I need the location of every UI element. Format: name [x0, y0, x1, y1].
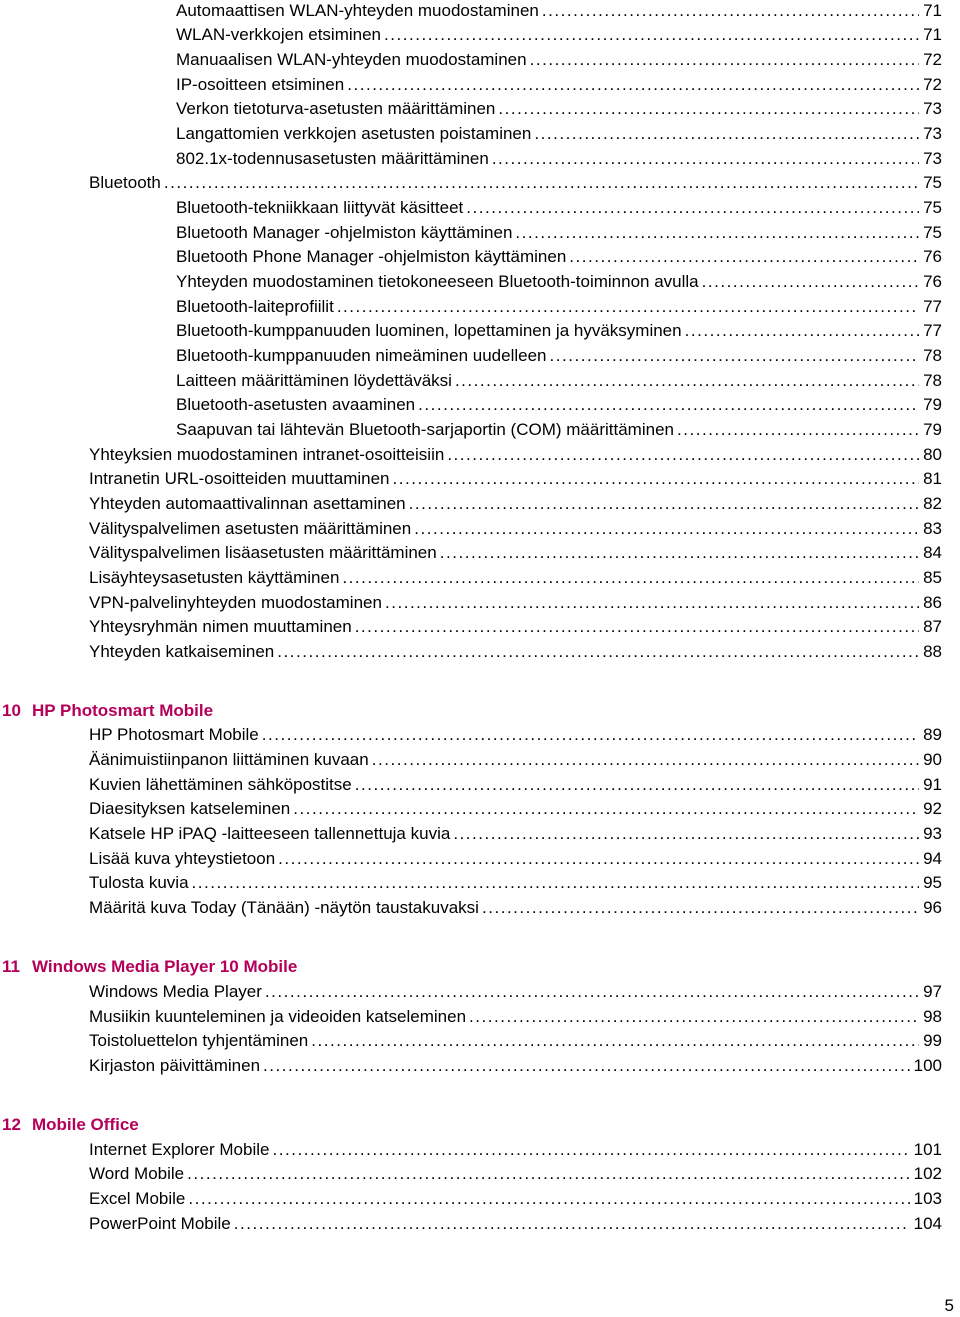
dot-leader	[469, 1006, 919, 1028]
dot-leader	[263, 1055, 910, 1077]
dot-leader	[569, 246, 919, 268]
toc-entry[interactable]	[89, 749, 942, 771]
toc-entry-page: 95	[923, 873, 942, 892]
toc-entry[interactable]	[176, 24, 942, 46]
toc-entry[interactable]	[89, 798, 942, 820]
toc-entry-page: 83	[923, 519, 942, 538]
toc-entry-page: 73	[923, 99, 942, 118]
dot-leader	[492, 148, 919, 170]
dot-leader	[453, 823, 919, 845]
toc-entry[interactable]	[89, 1055, 942, 1077]
toc-entry-page: 77	[923, 321, 942, 340]
dot-leader	[337, 296, 919, 318]
toc-entry-title: Tulosta kuvia	[89, 873, 189, 892]
toc-entry-page: 71	[923, 1, 942, 20]
dot-leader	[440, 542, 919, 564]
dot-leader	[702, 271, 919, 293]
toc-entry-title: PowerPoint Mobile	[89, 1214, 231, 1233]
toc-entry[interactable]	[176, 370, 942, 392]
toc-entry-title: VPN-palvelinyhteyden muodostaminen	[89, 593, 382, 612]
toc-entry-title: Bluetooth-tekniikkaan liittyvät käsitteet	[176, 198, 464, 217]
toc-entry-page: 98	[923, 1007, 942, 1026]
dot-leader	[685, 320, 919, 342]
chapter-heading[interactable]	[2, 1114, 139, 1136]
dot-leader	[355, 774, 919, 796]
toc-entry-title: Automaattisen WLAN-yhteyden muodostaminen	[176, 1, 539, 20]
dot-leader	[278, 848, 919, 870]
toc-entry-title: Välityspalvelimen asetusten määrittäminen	[89, 519, 412, 538]
toc-entry-page: 80	[923, 445, 942, 464]
toc-entry-page: 104	[913, 1214, 942, 1233]
dot-leader	[372, 749, 919, 771]
dot-leader	[311, 1030, 919, 1052]
toc-entry-page: 90	[923, 750, 942, 769]
toc-entry-page: 85	[923, 568, 942, 587]
toc-entry-title: Manuaalisen WLAN-yhteyden muodostaminen	[176, 50, 527, 69]
toc-entry-page: 103	[913, 1189, 942, 1208]
toc-entry-title: Toistoluettelon tyhjentäminen	[89, 1031, 309, 1050]
dot-leader	[262, 724, 919, 746]
toc-entry-page: 73	[923, 124, 942, 143]
toc-entry[interactable]	[89, 774, 942, 796]
toc-entry-page: 84	[923, 543, 942, 562]
dot-leader	[293, 798, 919, 820]
dot-leader	[530, 49, 920, 71]
toc-entry-page: 101	[913, 1140, 942, 1159]
toc-entry-title: Diaesityksen katseleminen	[89, 799, 291, 818]
toc-entry[interactable]	[89, 1006, 942, 1028]
toc-entry-page: 97	[923, 982, 942, 1001]
toc-entry-page: 75	[923, 173, 942, 192]
toc-entry-title: Windows Media Player	[89, 982, 262, 1001]
dot-leader	[192, 872, 920, 894]
dot-leader	[347, 74, 919, 96]
toc-entry-page: 81	[923, 469, 942, 488]
toc-entry-page: 75	[923, 198, 942, 217]
dot-leader	[342, 567, 919, 589]
toc-entry[interactable]	[176, 98, 942, 120]
toc-entry-page: 99	[923, 1031, 942, 1050]
toc-entry[interactable]	[176, 222, 942, 244]
toc-entry-page: 100	[913, 1056, 942, 1075]
toc-entry[interactable]	[89, 567, 942, 589]
toc-entry[interactable]	[176, 123, 942, 145]
dot-leader	[272, 1139, 909, 1161]
chapter-title: Windows Media Player 10 Mobile	[32, 957, 298, 976]
toc-entry-page: 88	[923, 642, 942, 661]
toc-entry-page: 77	[923, 297, 942, 316]
dot-leader	[542, 0, 919, 22]
dot-leader	[393, 468, 920, 490]
dot-leader	[188, 1188, 909, 1210]
toc-entry-page: 102	[913, 1164, 942, 1183]
toc-entry[interactable]	[89, 1139, 942, 1161]
toc-entry[interactable]	[89, 172, 942, 194]
toc-entry[interactable]	[176, 246, 942, 268]
toc-entry[interactable]	[89, 444, 942, 466]
toc-entry-page: 86	[923, 593, 942, 612]
toc-entry[interactable]	[89, 542, 942, 564]
dot-leader	[498, 98, 919, 120]
toc-entry[interactable]	[89, 872, 942, 894]
toc-entry[interactable]	[176, 271, 942, 293]
toc-entry[interactable]	[89, 823, 942, 845]
toc-entry-title: Yhteyden muodostaminen tietokoneeseen Bluetooth-toiminnon avulla	[176, 272, 699, 291]
toc-entry[interactable]	[89, 1213, 942, 1235]
dot-leader	[550, 345, 920, 367]
toc-entry-page: 79	[923, 395, 942, 414]
toc-entry[interactable]	[89, 616, 942, 638]
chapter-heading[interactable]	[2, 700, 213, 722]
dot-leader	[409, 493, 919, 515]
toc-entry-title: Bluetooth-asetusten avaaminen	[176, 395, 416, 414]
toc-entry-title: Bluetooth Phone Manager -ohjelmiston käyttäminen	[176, 247, 567, 266]
dot-leader	[515, 222, 919, 244]
toc-entry-title: Katsele HP iPAQ -laitteeseen tallennettuja kuvia	[89, 824, 451, 843]
toc-entry-title: Excel Mobile	[89, 1189, 186, 1208]
toc-entry-page: 78	[923, 371, 942, 390]
chapter-number: 11	[2, 957, 20, 976]
toc-entry[interactable]	[176, 0, 942, 22]
toc-entry[interactable]	[89, 1163, 942, 1185]
toc-entry-title: HP Photosmart Mobile	[89, 725, 259, 744]
dot-leader	[265, 981, 919, 1003]
dot-leader	[414, 518, 919, 540]
toc-entry-page: 72	[923, 75, 942, 94]
toc-entry-page: 76	[923, 247, 942, 266]
dot-leader	[482, 897, 919, 919]
toc-entry-title: Verkon tietoturva-asetusten määrittäminen	[176, 99, 496, 118]
toc-entry[interactable]	[89, 1188, 942, 1210]
chapter-number: 10	[2, 701, 21, 720]
toc-entry[interactable]	[176, 419, 942, 441]
dot-leader	[164, 172, 919, 194]
toc-entry-title: Kuvien lähettäminen sähköpostitse	[89, 775, 352, 794]
dot-leader	[677, 419, 919, 441]
chapter-title: HP Photosmart Mobile	[32, 701, 214, 720]
toc-entry[interactable]	[176, 345, 942, 367]
toc-entry-title: Lisää kuva yhteystietoon	[89, 849, 276, 868]
toc-entry-title: Bluetooth	[89, 173, 161, 192]
dot-leader	[355, 616, 919, 638]
chapter-title: Mobile Office	[32, 1115, 139, 1134]
toc-entry-page: 82	[923, 494, 942, 513]
toc-entry[interactable]	[176, 74, 942, 96]
toc-entry-page: 73	[923, 149, 942, 168]
toc-entry[interactable]	[89, 981, 942, 1003]
toc-entry[interactable]	[89, 468, 942, 490]
toc-entry[interactable]	[89, 641, 942, 663]
dot-leader	[277, 641, 919, 663]
toc-entry[interactable]	[176, 394, 942, 416]
toc-entry-page: 78	[923, 346, 942, 365]
toc-entry[interactable]	[176, 197, 942, 219]
toc-entry[interactable]	[176, 296, 942, 318]
toc-entry-title: Bluetooth Manager -ohjelmiston käyttäminen	[176, 223, 513, 242]
toc-entry[interactable]	[89, 897, 942, 919]
toc-entry-title: Yhteyden katkaiseminen	[89, 642, 275, 661]
toc-entry-title: Langattomien verkkojen asetusten poistaminen	[176, 124, 532, 143]
chapter-number: 12	[2, 1115, 21, 1134]
page-number: 5	[944, 1296, 954, 1315]
toc-entry-title: Yhteyksien muodostaminen intranet-osoitteisiin	[89, 445, 445, 464]
toc-entry[interactable]	[89, 724, 942, 746]
toc-entry[interactable]	[176, 320, 942, 342]
dot-leader	[187, 1163, 910, 1185]
toc-entry-title: Word Mobile	[89, 1164, 185, 1183]
toc-entry-title: Musiikin kuunteleminen ja videoiden katseleminen	[89, 1007, 467, 1026]
toc-entry-page: 91	[923, 775, 942, 794]
toc-entry[interactable]	[176, 49, 942, 71]
toc-entry-title: Äänimuistiinpanon liittäminen kuvaan	[89, 750, 369, 769]
toc-entry-title: Bluetooth-kumppanuuden luominen, lopettaminen ja hyväksyminen	[176, 321, 682, 340]
toc-entry-page: 75	[923, 223, 942, 242]
toc-entry-page: 94	[923, 849, 942, 868]
dot-leader	[385, 592, 919, 614]
toc-entry-title: Määritä kuva Today (Tänään) -näytön taustakuvaksi	[89, 898, 479, 917]
toc-entry[interactable]	[89, 848, 942, 870]
toc-entry-page: 76	[923, 272, 942, 291]
dot-leader	[418, 394, 919, 416]
toc-entry-page: 87	[923, 617, 942, 636]
toc-entry[interactable]	[89, 1030, 942, 1052]
toc-entry-title: 802.1x-todennusasetusten määrittäminen	[176, 149, 489, 168]
toc-entry-title: Intranetin URL-osoitteiden muuttaminen	[89, 469, 390, 488]
dot-leader	[384, 24, 919, 46]
toc-entry-title: WLAN-verkkojen etsiminen	[176, 25, 382, 44]
dot-leader	[466, 197, 919, 219]
toc-entry-page: 72	[923, 50, 942, 69]
toc-entry-title: Laitteen määrittäminen löydettäväksi	[176, 371, 452, 390]
toc-entry-title: Bluetooth-laiteprofiilit	[176, 297, 334, 316]
toc-entry-title: Lisäyhteysasetusten käyttäminen	[89, 568, 340, 587]
toc-entry-page: 96	[923, 898, 942, 917]
toc-entry[interactable]	[89, 518, 942, 540]
dot-leader	[447, 444, 919, 466]
toc-entry-title: IP-osoitteen etsiminen	[176, 75, 345, 94]
toc-entry-page: 92	[923, 799, 942, 818]
toc-entry-page: 89	[923, 725, 942, 744]
toc-entry-page: 79	[923, 420, 942, 439]
toc-entry-title: Yhteyden automaattivalinnan asettaminen	[89, 494, 406, 513]
toc-entry[interactable]	[89, 592, 942, 614]
toc-entry-page: 93	[923, 824, 942, 843]
toc-entry[interactable]	[89, 493, 942, 515]
toc-entry-title: Yhteysryhmän nimen muuttaminen	[89, 617, 352, 636]
dot-leader	[534, 123, 919, 145]
toc-entry-title: Kirjaston päivittäminen	[89, 1056, 261, 1075]
toc-entry-title: Saapuvan tai lähtevän Bluetooth-sarjaportin (COM) määrittäminen	[176, 420, 674, 439]
dot-leader	[234, 1213, 910, 1235]
dot-leader	[455, 370, 919, 392]
toc-entry-title: Internet Explorer Mobile	[89, 1140, 270, 1159]
toc-entry-page: 71	[923, 25, 942, 44]
chapter-heading[interactable]	[2, 956, 297, 978]
toc-entry-title: Välityspalvelimen lisäasetusten määrittäminen	[89, 543, 437, 562]
toc-entry[interactable]	[176, 148, 942, 170]
toc-entry-title: Bluetooth-kumppanuuden nimeäminen uudelleen	[176, 346, 547, 365]
